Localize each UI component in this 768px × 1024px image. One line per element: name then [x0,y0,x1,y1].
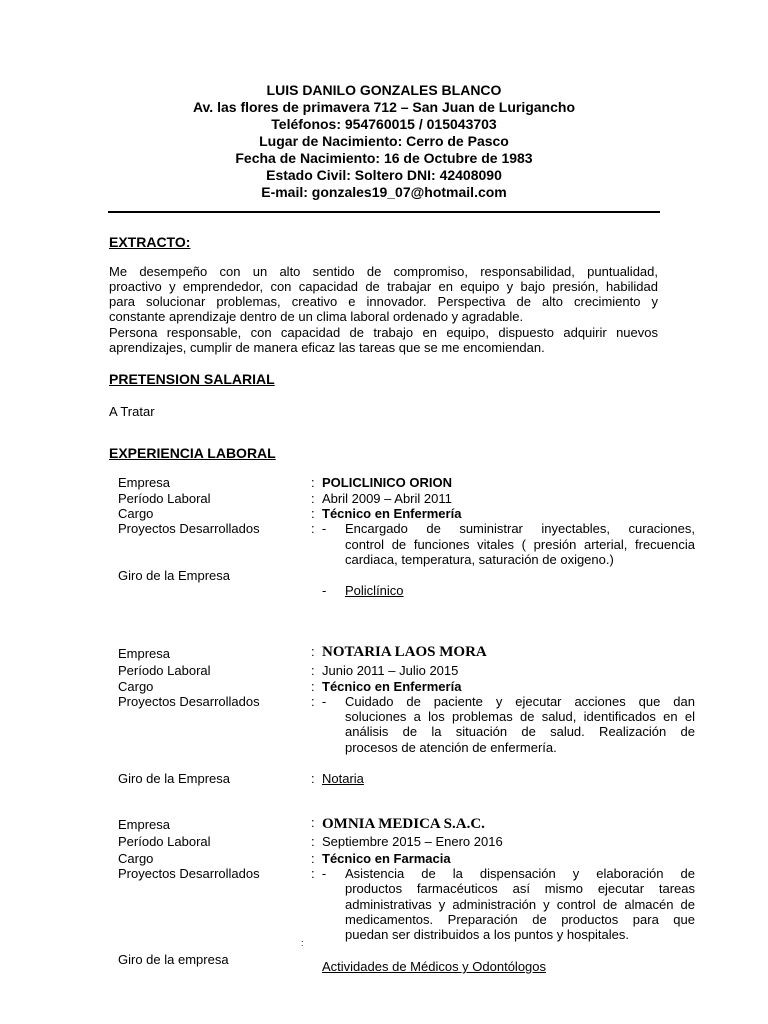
job-company: NOTARIA LAOS MORA [322,644,487,660]
label-empresa: Empresa [118,817,171,832]
label-giro: Giro de la empresa [118,952,229,967]
job-company: POLICLINICO ORION [322,475,452,490]
job-role: Técnico en Enfermería [322,506,462,521]
section-title-experiencia: EXPERIENCIA LABORAL [109,445,276,461]
job-project-line: cardiaca, temperatura, saturación de oxigeno.) [345,552,614,567]
colon: : [311,851,315,866]
header-divider [108,211,660,213]
pretension-value: A Tratar [109,404,155,419]
colon: : [311,663,315,678]
label-proyectos: Proyectos Desarrollados [118,694,260,709]
birthdate: Fecha de Nacimiento: 16 de Octubre de 1983 [235,150,533,166]
job-company: OMNIA MEDICA S.A.C. [322,816,485,832]
extracto-line: aprendizajes, cumplir de manera eficaz las tareas que se me encomiendan. [109,340,545,355]
job-role: Técnico en Enfermería [322,679,462,694]
colon: : [311,834,315,849]
job-project-line: medicamentos. Preparación de productos para que [345,912,695,927]
label-giro: Giro de la Empresa [118,568,230,583]
job-project-line: soluciones a los problemas de salud, identificados en el [345,709,695,724]
colon-dash: : - [311,866,327,881]
extracto-line: Persona responsable, con capacidad de trabajo en equipo, dispuesto adquirir nuevos [109,325,658,340]
candidate-name: LUIS DANILO GONZALES BLANCO [266,82,502,98]
label-empresa: Empresa [118,475,171,490]
job-project-line: Encargado de suministrar inyectables, curaciones, [345,521,695,536]
colon-dash: : - [311,694,327,709]
colon: : [301,938,304,948]
job-period: Abril 2009 – Abril 2011 [322,491,452,506]
job-industry: Policlínico [345,583,404,598]
job-project-line: procesos de atención de enfermería. [345,740,557,755]
label-periodo: Período Laboral [118,491,211,506]
job-project-line: Cuidado de paciente y ejecutar acciones que dan [345,694,695,709]
colon: : [311,679,315,694]
label-cargo: Cargo [118,506,154,521]
job-industry: Actividades de Médicos y Odontólogos [322,959,547,974]
phones: Teléfonos: 954760015 / 015043703 [271,116,497,132]
label-giro: Giro de la Empresa [118,771,230,786]
birthplace: Lugar de Nacimiento: Cerro de Pasco [259,133,509,149]
job-project-line: administrativas y administración y control de almacén de [345,897,695,912]
job-project-line: puedan ser distribuidos a los puntos y hospitales. [345,927,630,942]
label-cargo: Cargo [118,851,154,866]
label-cargo: Cargo [118,679,154,694]
extracto-line: para solucionar problemas, creativo e innovador. Perspectiva de alto crecimiento y [109,294,658,309]
email: E-mail: gonzales19_07@hotmail.com [261,184,507,200]
colon: : [311,491,315,506]
colon: : [311,771,315,786]
section-title-extracto: EXTRACTO: [109,234,191,250]
job-project-line: productos farmacéuticos así mismo ejecutar tareas [345,881,695,896]
colon-dash: : - [311,521,327,536]
civil-status: Estado Civil: Soltero DNI: 42408090 [266,167,502,183]
job-period: Septiembre 2015 – Enero 2016 [322,834,503,849]
job-period: Junio 2011 – Julio 2015 [322,663,459,678]
colon: : [311,506,315,521]
label-periodo: Período Laboral [118,663,211,678]
address: Av. las flores de primavera 712 – San Juan de Lurigancho [192,99,576,115]
extracto-line: proactivo y emprendedor, con capacidad de trabajar en equipo y bajo presión, habilidad [109,279,658,294]
colon: : [311,644,315,659]
job-role: Técnico en Farmacia [322,851,451,866]
colon: : [311,815,315,830]
job-project-line: Asistencia de la dispensación y elaboración de [345,866,695,881]
extracto-line: Me desempeño con un alto sentido de compromiso, responsabilidad, puntualidad, [109,264,658,279]
label-proyectos: Proyectos Desarrollados [118,521,260,536]
extracto-line: constante aprendizaje dentro de un clima laboral ordenado y agradable. [109,309,524,324]
label-periodo: Período Laboral [118,834,211,849]
colon: : [311,475,315,490]
label-proyectos: Proyectos Desarrollados [118,866,260,881]
section-title-pretension: PRETENSION SALARIAL [109,371,275,387]
bullet-dash: - [322,583,327,598]
job-project-line: análisis de la situación de salud. Realización de [345,724,695,739]
label-empresa: Empresa [118,646,171,661]
job-project-line: control de funciones vitales ( presión arterial, frecuencia [345,537,695,552]
job-industry: Notaria [322,771,364,786]
